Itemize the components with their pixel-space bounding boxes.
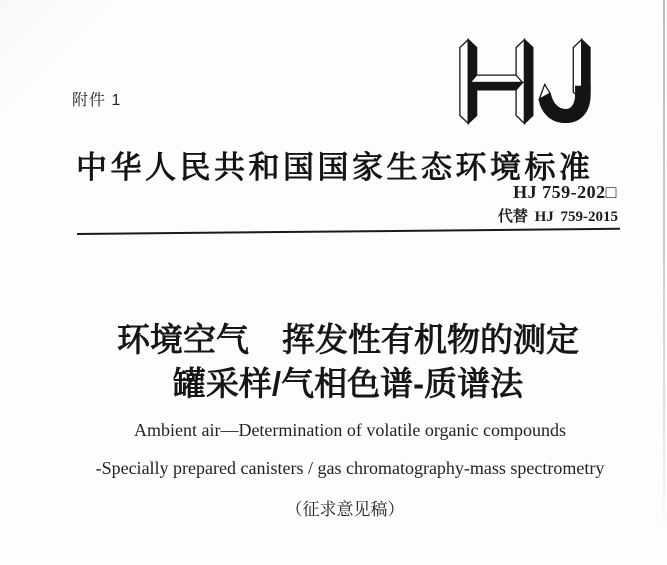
standard-replaces-label: 代替 HJ 759-2015 <box>497 209 618 225</box>
standard-number: HJ 759-202□ <box>513 182 617 202</box>
header-rule-line <box>77 228 620 235</box>
document-title-en-line1: Ambient air—Determination of volatile organic compounds <box>133 420 567 440</box>
hj-logo-icon <box>452 37 592 126</box>
draft-status-note: （征求意见稿） <box>285 500 405 519</box>
document-title-cn-line2: 罐采样/气相色谱-质谱法 <box>172 365 524 402</box>
document-title-en-line2: -Specially prepared canisters / gas chromatography-mass spectrometry <box>95 458 605 478</box>
standard-header-title: 中华人民共和国国家生态环境标准 <box>76 150 594 185</box>
document-title-cn-line1: 环境空气 挥发性有机物的测定 <box>117 321 579 358</box>
scanned-page-edge <box>663 0 665 565</box>
attachment-label: 附件 1 <box>72 92 122 109</box>
